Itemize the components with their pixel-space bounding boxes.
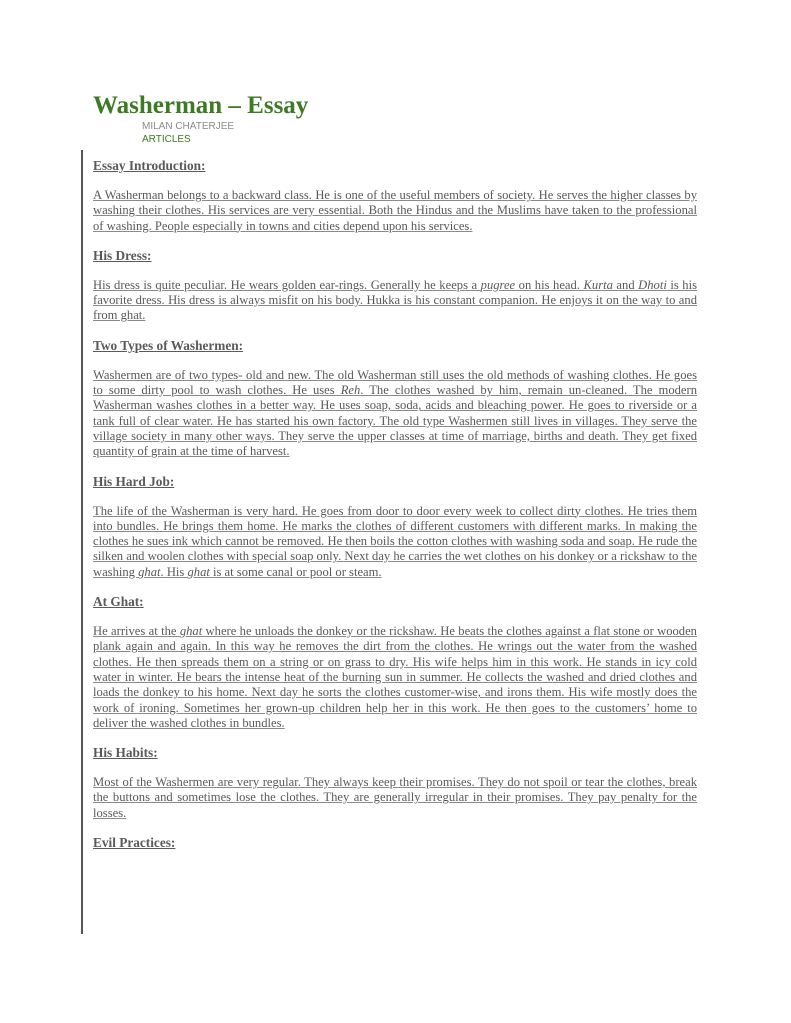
section-heading-at-ghat: At Ghat: (93, 594, 144, 610)
text-run: on his head. (515, 277, 584, 292)
section-paragraph-dress (93, 278, 697, 324)
section-heading-dress: His Dress: (93, 247, 152, 263)
article-body (81, 150, 697, 934)
section-heading-introduction: Essay Introduction: (93, 158, 206, 173)
section-heading-evil-practices: Evil Practices: (93, 835, 176, 851)
section-heading-two-types: Two Types of Washermen: (93, 337, 244, 353)
text-run: . His (160, 564, 188, 579)
article-title: Washerman – Essay (93, 92, 309, 119)
text-run: is at some canal or pool or steam. (209, 564, 382, 579)
text-run: The life of the Washerman is very hard. He goes from door to door every week to collect dirty clothes. He tries them into bundles. He brings them home. He marks the clothes of different customers with different marks. In making the clothes he sues ink which cannot be removed. He then boils the cotton clothes with washing soda and soap. He rude the silken and woolen clothes with special soap only. Next day he carries the wet clothes on his donkey or a rickshaw to the washing (93, 503, 697, 579)
section-paragraph-introduction: A Washerman belongs to a backward class. He is one of the useful members of society. He serves the higher classes by washing their clothes. His services are very essential. Both the Hindus and the Muslims have taken to the professional of washing. People especially in towns and cities depend upon his services. (93, 188, 697, 233)
section-heading-hard-job: His Hard Job: (93, 473, 175, 489)
italic-term: Kurta (583, 277, 613, 292)
italic-term: Dhoti (638, 277, 667, 292)
text-run: . The clothes washed by him, remain un-cleaned. The modern Washerman washes clothes in a better way. He uses soap, soda, acids and bleaching power. He goes to riverside or a tank full of clear water. He has started his own factory. The old type Washermen still lives in villages. They serve the village society in many other ways. They serve the upper classes at time of marriage, births and death. They get fixed quantity of grain at the time of harvest. (93, 383, 697, 459)
section-paragraph-hard-job (93, 504, 697, 580)
text-run: His dress is quite peculiar. He wears golden ear-rings. Generally he keeps a (93, 277, 481, 292)
text-run: where he unloads the donkey or the rickshaw. He beats the clothes against a flat stone or wooden plank again and again. In this way he removes the dirt from the clothes. He wrings out the water from the washed clothes. He then spreads them on a string or on grass to dry. His wife helps him in this work. He stands in icy cold water in winter. He bears the intense heat of the burning sun in summer. He collects the washed and dried clothes and loads the donkey to his home. Next day he sorts the clothes customer-wise, and irons them. His wife mostly does the work of ironing. Sometimes her grown-up children help her in this work. He then goes to the customers’ home to deliver the washed clothes in bundles. (93, 624, 697, 730)
text-run: He arrives at the (93, 624, 180, 639)
section-paragraph-at-ghat (93, 624, 697, 731)
italic-term: pugree (480, 277, 516, 292)
author-name[interactable]: MILAN CHATERJEE (142, 121, 235, 132)
text-run: Washermen are of two types- old and new. The old Washerman still uses the old methods of washing clothes. He goes to some dirty pool to wash clothes. He uses (93, 367, 697, 398)
section-heading-habits: His Habits: (93, 745, 158, 761)
italic-term: ghat (187, 564, 210, 579)
italic-term: ghat (138, 564, 161, 579)
text-run: and (612, 277, 639, 292)
section-paragraph-habits: Most of the Washermen are very regular. They always keep their promises. They do not spoil or tear the clothes, break the buttons and sometimes lose the clothes. They are generally irregular in their promises. They pay penalty for the losses. (93, 775, 697, 820)
text-run: is his favorite dress. His dress is always misfit on his body. Hukka is his constant companion. He enjoys it on the way to and from ghat. (93, 277, 697, 323)
italic-term: Reh (340, 383, 361, 398)
section-paragraph-two-types (93, 368, 697, 460)
article-category[interactable]: ARTICLES (142, 134, 191, 145)
italic-term: ghat (179, 624, 203, 639)
